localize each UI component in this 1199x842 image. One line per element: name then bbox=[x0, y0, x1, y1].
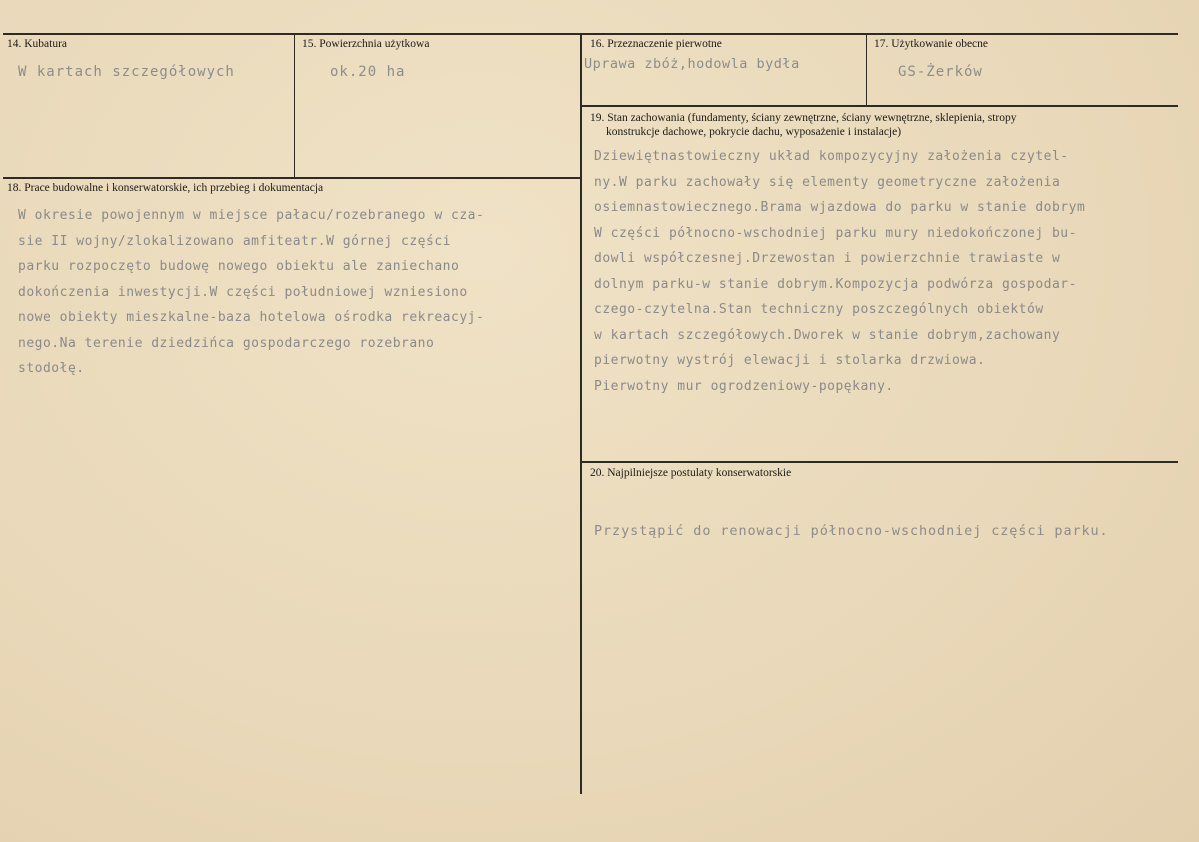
divider-14-15 bbox=[294, 34, 295, 178]
line-above-20 bbox=[581, 461, 1178, 463]
line-above-18 bbox=[3, 177, 581, 179]
top-border-line bbox=[3, 33, 1178, 35]
field-19-label bbox=[590, 111, 1150, 139]
field-18-line: W okresie powojennym w miejsce pałacu/rozebranego w cza- bbox=[18, 208, 485, 223]
field-20-label: 20. Najpilniejsze postulaty konserwatorskie bbox=[590, 467, 792, 479]
field-19-line: Dziewiętnastowieczny układ kompozycyjny założenia czytel- bbox=[594, 149, 1069, 164]
field-15-value: ok.20 ha bbox=[330, 64, 406, 80]
field-20-value: Przystąpić do renowacji północno-wschodniej części parku. bbox=[594, 523, 1109, 539]
field-16-value: Uprawa zbóż,hodowla bydła bbox=[584, 56, 800, 72]
field-18-line: nowe obiekty mieszkalne-baza hotelowa ośrodka rekreacyj- bbox=[18, 310, 485, 325]
field-19-line: czego-czytelna.Stan techniczny poszczególnych obiektów bbox=[594, 302, 1044, 317]
field-19-line: W części północno-wschodniej parku mury niedokończonej bu- bbox=[594, 225, 1077, 241]
field-14-value: W kartach szczegółowych bbox=[18, 64, 235, 80]
field-19-line: dowli współczesnej.Drzewostan i powierzchnie trawiaste w bbox=[594, 251, 1061, 266]
field-18-line: sie II wojny/zlokalizowano amfiteatr.W górnej części bbox=[18, 233, 451, 249]
field-18-line: dokończenia inwestycji.W części południowej wzniesiono bbox=[18, 284, 468, 300]
field-18-line: parku rozpoczęto budowę nowego obiektu ale zaniechano bbox=[18, 259, 460, 274]
field-17-value: GS-Żerków bbox=[898, 64, 983, 80]
line-above-19 bbox=[581, 105, 1178, 107]
field-19-line: Pierwotny mur ogrodzeniowy-popękany. bbox=[594, 378, 894, 394]
field-18-line: stodołę. bbox=[18, 361, 85, 376]
field-18-text bbox=[18, 203, 484, 382]
center-divider bbox=[580, 34, 582, 794]
field-14-label: 14. Kubatura bbox=[7, 38, 68, 50]
field-17-label: 17. Użytkowanie obecne bbox=[874, 38, 989, 50]
field-19-line: ny.W parku zachowały się elementy geometryczne założenia bbox=[594, 174, 1061, 190]
divider-16-17 bbox=[866, 34, 867, 106]
field-19-label-line1: 19. Stan zachowania (fundamenty, ściany zewnętrzne, ściany wewnętrzne, sklepienia, stropy bbox=[590, 112, 1017, 124]
field-19-label-line2: konstrukcje dachowe, pokrycie dachu, wyposażenie i instalacje) bbox=[606, 126, 902, 138]
field-18-line: nego.Na terenie dziedzińca gospodarczego rozebrano bbox=[18, 335, 435, 351]
field-19-line: osiemnastowiecznego.Brama wjazdowa do parku w stanie dobrym bbox=[594, 200, 1086, 215]
field-19-line: pierwotny wystrój elewacji i stolarka drzwiowa. bbox=[594, 353, 986, 368]
field-19-line: dolnym parku-w stanie dobrym.Kompozycja podwórza gospodar- bbox=[594, 276, 1077, 292]
field-15-label: 15. Powierzchnia użytkowa bbox=[302, 38, 430, 50]
field-16-label: 16. Przeznaczenie pierwotne bbox=[590, 38, 722, 50]
field-19-text bbox=[594, 144, 1085, 399]
field-18-label: 18. Prace budowalne i konserwatorskie, ich przebieg i dokumentacja bbox=[7, 182, 324, 194]
field-19-line: w kartach szczegółowych.Dworek w stanie dobrym,zachowany bbox=[594, 327, 1061, 343]
